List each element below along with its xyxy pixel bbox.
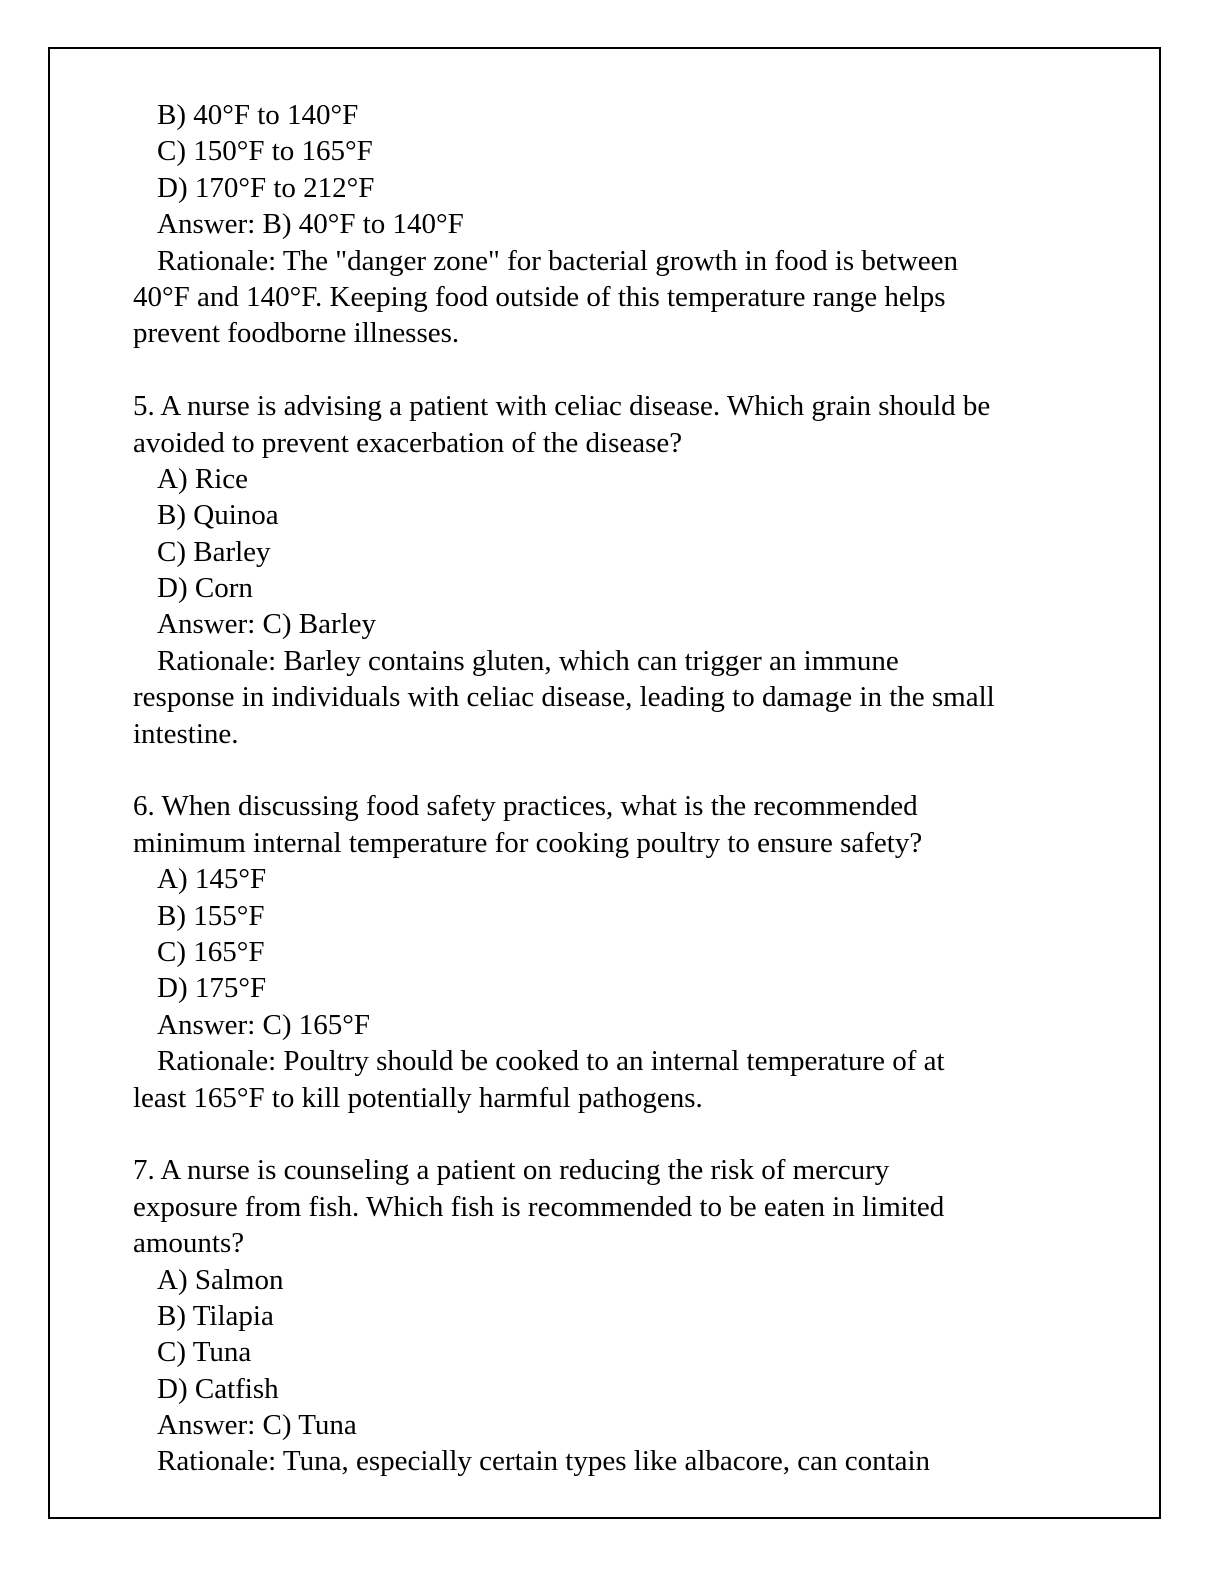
rationale-line: 40°F and 140°F. Keeping food outside of this temperature range helps xyxy=(133,280,946,313)
option-a: A) 145°F xyxy=(157,863,267,896)
option-a: A) Rice xyxy=(157,462,248,495)
rationale-line: Rationale: Barley contains gluten, which can trigger an immune xyxy=(157,644,899,677)
question-text: avoided to prevent exacerbation of the disease? xyxy=(133,426,683,459)
option-b: B) 155°F xyxy=(157,899,265,932)
option-c: C) 165°F xyxy=(157,935,265,968)
rationale-line: intestine. xyxy=(133,717,239,750)
option-c: C) Barley xyxy=(157,535,271,568)
option-d: D) Corn xyxy=(157,572,253,605)
question-4-continuation xyxy=(133,97,1093,352)
question-text: amounts? xyxy=(133,1227,245,1260)
question-text: 7. A nurse is counseling a patient on reducing the risk of mercury xyxy=(133,1154,890,1187)
paragraph-gap xyxy=(133,752,1093,788)
option-d: D) 175°F xyxy=(157,972,267,1005)
answer-line: Answer: C) 165°F xyxy=(157,1008,370,1041)
option-c: C) 150°F to 165°F xyxy=(157,135,373,168)
question-text: exposure from fish. Which fish is recommended to be eaten in limited xyxy=(133,1190,945,1223)
option-b: B) Quinoa xyxy=(157,499,279,532)
answer-line: Answer: C) Tuna xyxy=(157,1409,357,1442)
rationale-line: response in individuals with celiac disease, leading to damage in the small xyxy=(133,681,995,714)
document-body xyxy=(133,97,1093,1480)
question-6 xyxy=(133,788,1093,1116)
rationale-line: Rationale: Poultry should be cooked to an internal temperature of at xyxy=(157,1045,945,1078)
option-c: C) Tuna xyxy=(157,1336,252,1369)
option-b: B) Tilapia xyxy=(157,1299,274,1332)
question-text: 6. When discussing food safety practices, what is the recommended xyxy=(133,790,918,823)
rationale-line: least 165°F to kill potentially harmful pathogens. xyxy=(133,1081,703,1114)
option-d: D) Catfish xyxy=(157,1372,279,1405)
rationale-line: Rationale: Tuna, especially certain types like albacore, can contain xyxy=(157,1445,931,1478)
option-b: B) 40°F to 140°F xyxy=(157,99,359,131)
question-7 xyxy=(133,1152,1093,1480)
answer-line: Answer: C) Barley xyxy=(157,608,377,641)
option-a: A) Salmon xyxy=(157,1263,284,1296)
question-text: 5. A nurse is advising a patient with celiac disease. Which grain should be xyxy=(133,390,991,423)
question-5 xyxy=(133,388,1093,752)
paragraph-gap xyxy=(133,1116,1093,1152)
question-text: minimum internal temperature for cooking poultry to ensure safety? xyxy=(133,826,923,859)
rationale-line: Rationale: The "danger zone" for bacterial growth in food is between xyxy=(157,244,959,277)
option-d: D) 170°F to 212°F xyxy=(157,171,375,204)
answer-line: Answer: B) 40°F to 140°F xyxy=(157,208,464,241)
paragraph-gap xyxy=(133,352,1093,388)
rationale-line: prevent foodborne illnesses. xyxy=(133,317,460,350)
